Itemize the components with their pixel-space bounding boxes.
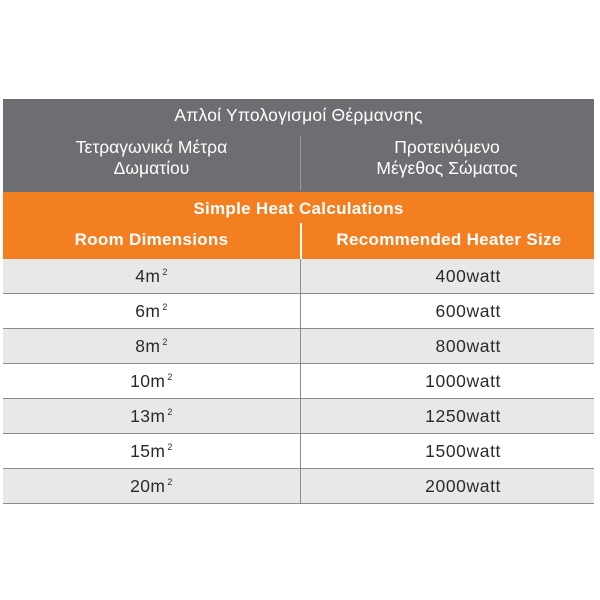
heater-size-value: 1500watt [425, 440, 501, 461]
unit-superscript: 2 [162, 266, 168, 277]
room-dimension-cell [3, 469, 300, 503]
heat-calculation-table [3, 99, 594, 504]
english-divider [300, 223, 302, 259]
greek-title: Απλοί Υπολογισμοί Θέρμανσης [174, 105, 423, 125]
table-row [3, 469, 594, 503]
unit-superscript: 2 [167, 406, 173, 417]
room-dimension-value: 8m [135, 335, 161, 356]
greek-col-heater [300, 137, 594, 179]
english-title: Simple Heat Calculations [193, 199, 404, 218]
heater-size-cell [300, 259, 594, 293]
english-col-heater: Recommended Heater Size [336, 230, 562, 249]
heater-size-cell [300, 364, 594, 398]
greek-col-heater-line1: Προτεινόμενο [394, 137, 500, 157]
greek-col-heater-line2: Μέγεθος Σώματος [376, 158, 518, 178]
greek-header [3, 99, 594, 192]
room-dimension-value: 15m [130, 440, 166, 461]
room-dimension-cell [3, 364, 300, 398]
room-dimension-cell [3, 294, 300, 328]
table-row [3, 364, 594, 399]
unit-superscript: 2 [162, 301, 168, 312]
table-row [3, 294, 594, 329]
heater-size-value: 600watt [435, 300, 501, 321]
heater-size-value: 1250watt [425, 405, 501, 426]
table-body [3, 259, 594, 504]
room-dimension-cell [3, 259, 300, 293]
room-dimension-value: 13m [130, 405, 166, 426]
room-dimension-value: 20m [130, 475, 166, 496]
table-row [3, 434, 594, 469]
english-col-room: Room Dimensions [74, 230, 229, 249]
greek-col-room-line1: Τετραγωνικά Μέτρα [75, 137, 228, 157]
unit-superscript: 2 [167, 371, 173, 382]
table-row [3, 399, 594, 434]
unit-superscript: 2 [167, 476, 173, 487]
room-dimension-value: 4m [135, 265, 161, 286]
heater-size-cell [300, 469, 594, 503]
heater-size-value: 800watt [435, 335, 501, 356]
room-dimension-value: 6m [135, 300, 161, 321]
room-dimension-cell [3, 434, 300, 468]
room-dimension-value: 10m [130, 370, 166, 391]
room-dimension-cell [3, 399, 300, 433]
heater-size-value: 1000watt [425, 370, 501, 391]
heater-size-cell [300, 399, 594, 433]
heater-size-cell [300, 329, 594, 363]
heater-size-value: 2000watt [425, 475, 501, 496]
heater-size-cell [300, 294, 594, 328]
greek-col-room-line2: Δωματίου [113, 158, 190, 178]
greek-col-room [3, 137, 300, 179]
unit-superscript: 2 [167, 441, 173, 452]
english-header [3, 192, 594, 259]
unit-superscript: 2 [162, 336, 168, 347]
room-dimension-cell [3, 329, 300, 363]
table-row [3, 259, 594, 294]
heater-size-value: 400watt [435, 265, 501, 286]
table-row [3, 329, 594, 364]
heater-size-cell [300, 434, 594, 468]
